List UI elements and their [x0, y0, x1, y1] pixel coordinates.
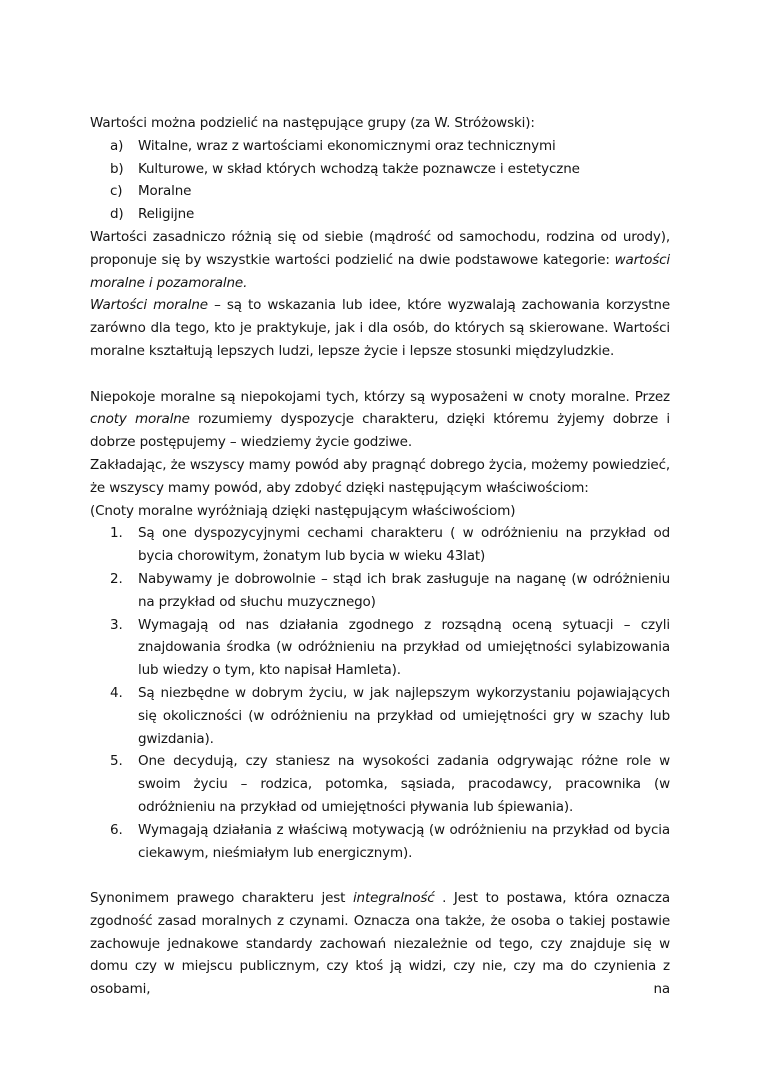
italic-term: wartości moralne i pozamoralne. — [90, 251, 670, 291]
list-item-text: One decydują, czy staniesz na wysokości zadania odgrywając różne role w swoim życiu – rodzica, potomka, sąsiada, pracodawcy, pracownika (w odróżnieniu na przykład od umiejętności pływania lub śpiewania). — [138, 753, 670, 815]
list-marker: c) — [110, 183, 123, 200]
paragraph-moral-values: Wartości moralne – są to wskazania lub idee, które wyzwalają zachowania korzystne zarówno dla tego, kto je praktykuje, jak i dla osób, do których są skierowane. Wartości moralne kształtują lepszych ludzi, lepsze życie i lepsze stosunki międzyludzkie. — [90, 297, 670, 359]
list-item-text: Wymagają działania z właściwą motywacją (w odróżnieniu na przykład od bycia ciekawym, nieśmiałym lub energicznym). — [138, 821, 670, 861]
list-item — [90, 682, 670, 750]
list-marker: 3. — [110, 616, 123, 633]
list-item — [90, 135, 670, 158]
list-item — [90, 819, 670, 865]
groups-intro: Wartości można podzielić na następujące grupy (za W. Stróżowski): — [90, 115, 535, 131]
italic-term: integralność — [352, 890, 435, 907]
list-marker: 6. — [110, 821, 123, 838]
paragraph-spacer — [90, 363, 670, 386]
list-marker: a) — [110, 137, 124, 154]
list-marker: 1. — [110, 525, 123, 542]
list-item — [90, 158, 670, 181]
list-marker: 2. — [110, 570, 123, 587]
list-item — [90, 750, 670, 818]
paragraph-moral-virtues: Niepokoje moralne są niepokojami tych, którzy są wyposażeni w cnoty moralne. Przez cnoty moralne rozumiemy dyspozycje charakteru, dzięki któremu żyjemy dobrze i dobrze postępujemy – wiedziemy życie godziwe. — [90, 388, 670, 451]
list-item — [90, 614, 670, 682]
list-item — [90, 180, 670, 203]
paragraph-integrity: Synonimem prawego charakteru jest integralność . Jest to postawa, która oznacza zgodność zasad moralnych z czynami. Oznacza ona także, że osoba o takiej postawie zachowuje jednakowe standardy zachowań niezależnie od tego, czy znajduje się w domu czy w miejscu publicznym, czy ktoś ją widzi, czy nie, czy ma do czynienia z osobami, na — [90, 890, 670, 998]
value-groups-list — [90, 135, 670, 226]
paragraph-value-categories: Wartości zasadniczo różnią się od siebie (mądrość od samochodu, rodzina od urody), proponuje się by wszystkie wartości podzielić na dwie podstawowe kategorie: wartości moralne i pozamoralne. — [90, 228, 670, 291]
list-item-text: Są one dyspozycyjnymi cechami charakteru ( w odróżnieniu na przykład od bycia chorowitym, żonatym lub bycia w wieku 43lat) — [138, 525, 670, 565]
list-item — [90, 203, 670, 226]
virtue-properties-list — [90, 522, 670, 864]
list-item-text: Moralne — [138, 183, 192, 200]
list-item-text: Nabywamy je dobrowolnie – stąd ich brak zasługuje na naganę (w odróżnieniu na przykład od słuchu muzycznego) — [138, 570, 670, 610]
paragraph-assumption: Zakładając, że wszyscy mamy powód aby pragnąć dobrego życia, możemy powiedzieć, że wszyscy mamy powód, aby zdobyć dzięki następującym właściwościom: — [90, 456, 670, 496]
list-item-text: Witalne, wraz z wartościami ekonomicznymi oraz technicznymi — [138, 137, 556, 154]
list-item-text: Kulturowe, w skład których wchodzą także poznawcze i estetyczne — [138, 160, 580, 177]
italic-term: Wartości moralne — [90, 297, 208, 314]
list-item-text: Są niezbędne w dobrym życiu, w jak najlepszym wykorzystaniu pojawiających się okoliczności (w odróżnieniu na przykład od umiejętności gry w szachy lub gwizdania). — [138, 684, 670, 747]
paragraph-spacer — [90, 864, 670, 887]
list-item-text: Religijne — [138, 206, 195, 223]
list-item-text: Wymagają od nas działania zgodnego z rozsądną oceną sytuacji – czyli znajdowania środka (w odróżnieniu na przykład od umiejętności sylabizowania lub wiedzy o tym, kto napisał Hamleta). — [138, 616, 670, 679]
list-marker: b) — [110, 160, 124, 177]
list-item — [90, 522, 670, 568]
list-marker: 5. — [110, 753, 123, 770]
italic-term: cnoty moralne — [90, 411, 190, 428]
list-marker: 4. — [110, 684, 123, 701]
list-marker: d) — [110, 206, 124, 223]
paragraph-virtue-note: (Cnoty moralne wyróżniają dzięki następującym właściwościom) — [90, 502, 516, 519]
document-page — [90, 112, 670, 1001]
list-item — [90, 568, 670, 614]
